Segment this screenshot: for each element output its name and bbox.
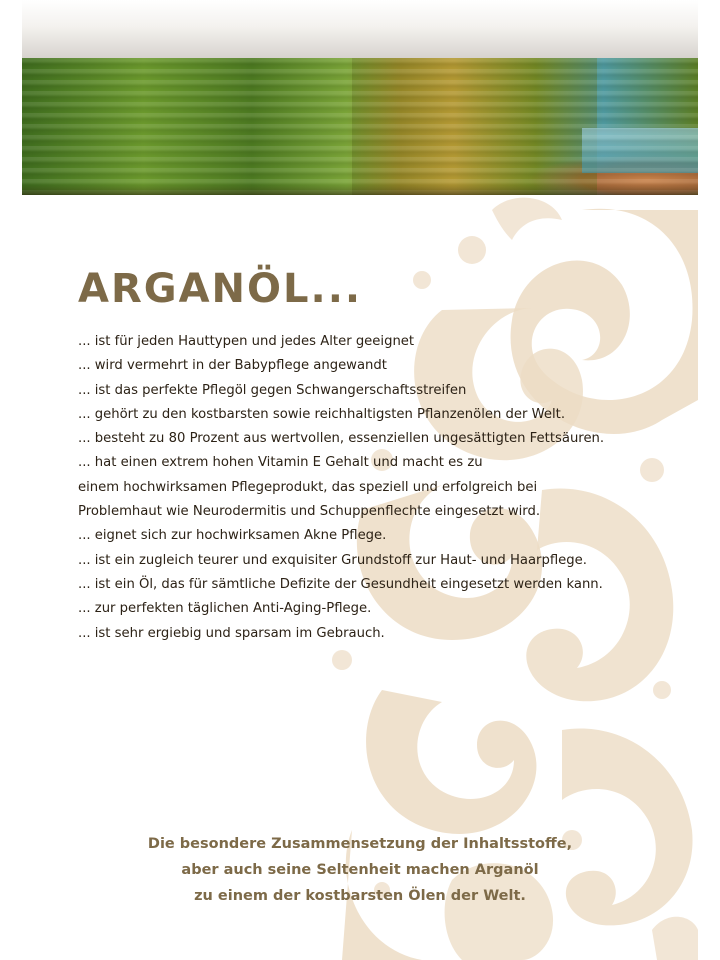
- top-gradient-band: [22, 0, 698, 58]
- list-item: ... ist ein Öl, das für sämtliche Defizite der Gesundheit eingesetzt werden kann.: [78, 576, 603, 592]
- flyer-page: [22, 0, 698, 960]
- banner-texture: [22, 58, 698, 195]
- list-item: ... ist das perfekte Pflegöl gegen Schwangerschaftsstreifen: [78, 382, 467, 398]
- list-item: ... ist sehr ergiebig und sparsam im Gebrauch.: [78, 625, 385, 641]
- closing-statement: Die besondere Zusammensetzung der Inhaltsstoffe, aber auch seine Seltenheit machen Arganöl zu einem der kostbarsten Ölen der Welt.: [147, 835, 573, 904]
- list-item: ... eignet sich zur hochwirksamen Akne Pflege.: [78, 528, 387, 544]
- list-item: ... besteht zu 80 Prozent aus wertvollen, essenziellen ungesättigten Fettsäuren.: [78, 431, 605, 447]
- page-title: ARGANÖL...: [78, 266, 363, 312]
- list-item: ... gehört zu den kostbarsten sowie reichhaltigsten Pflanzenölen der Welt.: [78, 406, 566, 422]
- list-item: ... wird vermehrt in der Babypflege angewandt: [78, 358, 387, 374]
- header-photo-banner: [22, 58, 698, 195]
- list-item: ... zur perfekten täglichen Anti-Aging-Pflege.: [78, 601, 372, 617]
- list-item: ... ist für jeden Hauttypen und jedes Alter geeignet: [78, 334, 415, 349]
- list-item: ... hat einen extrem hohen Vitamin E Gehalt und macht es zu einem hochwirksamen Pflegeprodukt, das speziell und erfolgreich bei Problemhaut wie Neurodermitis und Schuppenflechte eingesetzt wird.: [78, 455, 541, 520]
- list-item: ... ist ein zugleich teurer und exquisiter Grundstoff zur Haut- und Haarpflege.: [78, 552, 587, 568]
- argan-oil-facts-list: [78, 330, 678, 646]
